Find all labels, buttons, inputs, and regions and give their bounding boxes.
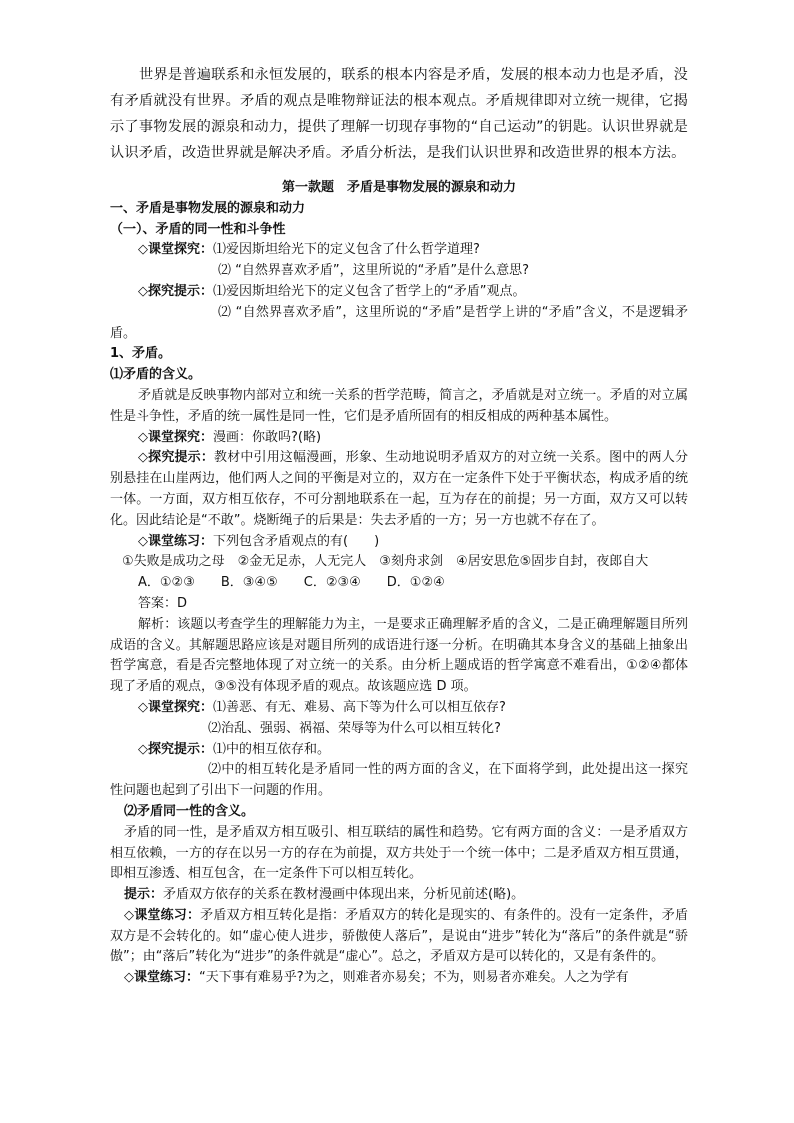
intro-section <box>110 62 688 166</box>
explore-text: 漫画：你敢吗?(略) <box>213 429 322 445</box>
definition-paragraph: 矛盾就是反映事物内部对立和统一关系的哲学范畴，简言之，矛盾就是对立统一。矛盾的对立属性是斗争性，矛盾的统一属性是同一性，它们是矛盾所固有的相反相成的两种基本属性。 <box>110 387 688 424</box>
section-title: 第一款题 矛盾是事物发展的源泉和动力 <box>281 180 516 195</box>
option-c: C．②③④ <box>303 575 361 591</box>
hint-block-1 <box>110 282 688 303</box>
heading-level3: 1、矛盾。 <box>110 346 172 362</box>
option-b: B．③④⑤ <box>220 575 278 591</box>
explore-question-1: ⑴爱因斯坦给光下的定义包含了什么哲学道理? <box>213 242 480 258</box>
explore-block-2 <box>110 428 688 449</box>
analysis-paragraph: 解析：该题以考查学生的理解能力为主，一是要求正确理解矛盾的含义，二是正确理解题目所列成语的含义。其解题思路应该是对题目所列的成语进行逐一分析。在明确其本身含义的基础上抽象出哲学寓意，看是否完整地体现了对立统一的关系。由分析上题成语的哲学寓意不难看出，①②④都体现了矛盾的观点，③⑤没有体现矛盾的观点。故该题应选 D 项。 <box>110 616 688 695</box>
explore-block-1 <box>110 240 688 261</box>
hint-label: ◇探究提示： <box>138 283 213 299</box>
hint-answer-2: ⑵中的相互转化是矛盾同一性的两方面的含义，在下面将学到，此处提出这一探究性问题也起到了引出下一问题的作用。 <box>110 762 688 799</box>
practice-block-2 <box>110 906 688 968</box>
practice-text: “天下事有难易乎?为之，则难者亦易矣；不为，则易者亦难矣。人之为学有 <box>199 970 629 986</box>
option-d: D．①②④ <box>386 575 445 591</box>
explore-question-1: ⑴善恶、有无、难易、高下等为什么可以相互依存? <box>213 699 506 715</box>
hint-answer-1: ⑴中的相互依存和。 <box>213 741 331 757</box>
tip-block <box>110 885 688 906</box>
hint-block-3 <box>110 740 688 761</box>
main-content <box>110 178 688 989</box>
heading-level2: （一）、矛盾的同一性和斗争性 <box>110 221 286 237</box>
explore-label: ◇课堂探究： <box>138 429 213 445</box>
option-a: A．①②③ <box>138 575 195 591</box>
practice-label: ◇课堂练习： <box>124 970 199 986</box>
heading-level4: ⑴矛盾的含义。 <box>110 367 202 383</box>
hint-answer-1: ⑴爱因斯坦给光下的定义包含了哲学上的“矛盾”观点。 <box>213 283 526 299</box>
explore-block-3 <box>110 698 688 719</box>
heading-level4-2: ⑵矛盾同一性的含义。 <box>124 803 255 819</box>
explore-question-2: ⑵ “自然界喜欢矛盾”，这里所说的“矛盾”是什么意思? <box>218 263 529 279</box>
definition-paragraph-2: 矛盾的同一性，是矛盾双方相互吸引、相互联结的属性和趋势。它有两方面的含义：一是矛盾双方相互依赖，一方的存在以另一方的存在为前提，双方共处于一个统一体中；二是矛盾双方相互贯通，即相互渗透、相互包含，在一定条件下可以相互转化。 <box>110 824 688 882</box>
explore-label: ◇课堂探究： <box>138 242 213 258</box>
hint-label: ◇探究提示： <box>138 450 215 466</box>
practice-items: ①失败是成功之母 ②金无足赤，人无完人 ③刻舟求剑 ④居安思危⑤固步自封，夜郎自大 <box>122 554 649 570</box>
practice-label: ◇课堂练习： <box>124 907 201 923</box>
answer-line: 答案：D <box>138 595 188 611</box>
practice-text: 矛盾双方相互转化是指：矛盾双方的转化是现实的、有条件的。没有一定条件，矛盾双方是不会转化的。如“虚心使人进步，骄傲使人落后”，是说由“进步”转化为“落后”的条件就是“骄傲”；由“落后”转化为“进步”的条件就是“虚心”。总之，矛盾双方是可以转化的，又是有条件的。 <box>110 907 688 965</box>
practice-block-3 <box>110 968 688 989</box>
hint-block-2 <box>110 448 688 531</box>
practice-block-1 <box>110 532 688 553</box>
tip-label: 提示： <box>124 887 164 903</box>
answer-options <box>110 573 688 594</box>
heading-level1: 一、矛盾是事物发展的源泉和动力 <box>110 200 306 216</box>
intro-paragraph: 世界是普遍联系和永恒发展的，联系的根本内容是矛盾，发展的根本动力也是矛盾，没有矛盾就没有世界。矛盾的观点是唯物辩证法的根本观点。矛盾规律即对立统一规律，它揭示了事物发展的源泉和动力，提供了理解一切现存事物的“自己运动”的钥匙。认识世界就是认识矛盾，改造世界就是解决矛盾。矛盾分析法，是我们认识世界和改造世界的根本方法。 <box>110 67 688 161</box>
explore-question-2: ⑵治乱、强弱、祸福、荣辱等为什么可以相互转化? <box>208 720 501 736</box>
hint-label: ◇探究提示： <box>138 741 213 757</box>
practice-label: ◇课堂练习： <box>138 533 213 549</box>
explore-label: ◇课堂探究： <box>138 699 213 715</box>
tip-text: 矛盾双方依存的关系在教材漫画中体现出来，分析见前述(略)。 <box>163 887 525 903</box>
practice-question: 下列包含矛盾观点的有( ) <box>213 533 380 549</box>
hint-text: 教材中引用这幅漫画，形象、生动地说明矛盾双方的对立统一关系。图中的两人分别悬挂在山崖两边，他们两人之间的平衡是对立的，双方在一定条件下处于平衡状态，构成矛盾的统一体。一方面，双方相互依存，不可分割地联系在一起，互为存在的前提；另一方面，双方又可以转化。因此结论是“不敢”。烧断绳子的后果是：失去矛盾的一方；另一方也就不存在了。 <box>110 450 688 528</box>
hint-answer-2: ⑵ “自然界喜欢矛盾”，这里所说的“矛盾”是哲学上讲的“矛盾”含义，不是逻辑矛盾。 <box>110 304 688 341</box>
